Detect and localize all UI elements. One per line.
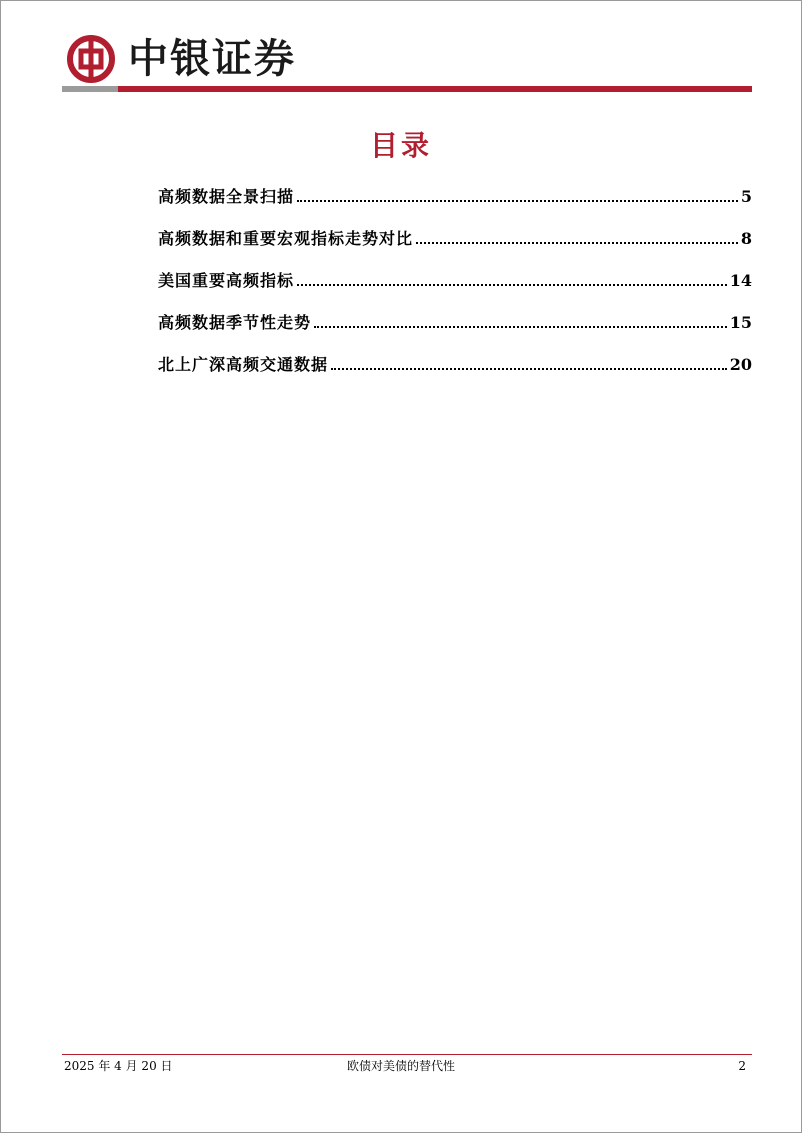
toc-entry-page: 5: [740, 187, 752, 206]
bank-of-china-logo-icon: [66, 34, 116, 84]
toc-leader-dots: [314, 325, 727, 328]
toc-entry-page: 15: [729, 313, 752, 332]
toc-leader-dots: [416, 241, 738, 244]
toc-entry[interactable]: [158, 352, 752, 376]
toc-leader-dots: [297, 199, 738, 202]
toc-entry-label: 高频数据季节性走势: [158, 313, 312, 332]
table-of-contents: [158, 184, 752, 394]
toc-leader-dots: [331, 367, 727, 370]
toc-entry-label: 高频数据全景扫描: [158, 187, 295, 206]
toc-entry-page: 20: [729, 355, 752, 374]
toc-entry-page: 8: [740, 229, 752, 248]
toc-leader-dots: [297, 283, 727, 286]
toc-entry-page: 14: [729, 271, 752, 290]
toc-entry[interactable]: [158, 268, 752, 292]
toc-entry[interactable]: [158, 184, 752, 208]
toc-entry-label: 高频数据和重要宏观指标走势对比: [158, 229, 414, 248]
header-rule-gray: [62, 86, 118, 92]
toc-entry-label: 北上广深高频交通数据: [158, 355, 329, 374]
footer-date: 2025 年 4 月 20 日: [64, 1059, 173, 1073]
toc-entry[interactable]: [158, 226, 752, 250]
toc-entry[interactable]: [158, 310, 752, 334]
toc-title: 目录: [369, 129, 432, 162]
brand-name: 中银证券: [128, 36, 296, 82]
footer-rule: [62, 1054, 752, 1055]
toc-entry-label: 美国重要高频指标: [158, 271, 295, 290]
header-rule-red: [118, 86, 752, 92]
footer-report-title: 欧债对美债的替代性: [346, 1059, 455, 1073]
footer-page-number: 2: [738, 1059, 746, 1073]
